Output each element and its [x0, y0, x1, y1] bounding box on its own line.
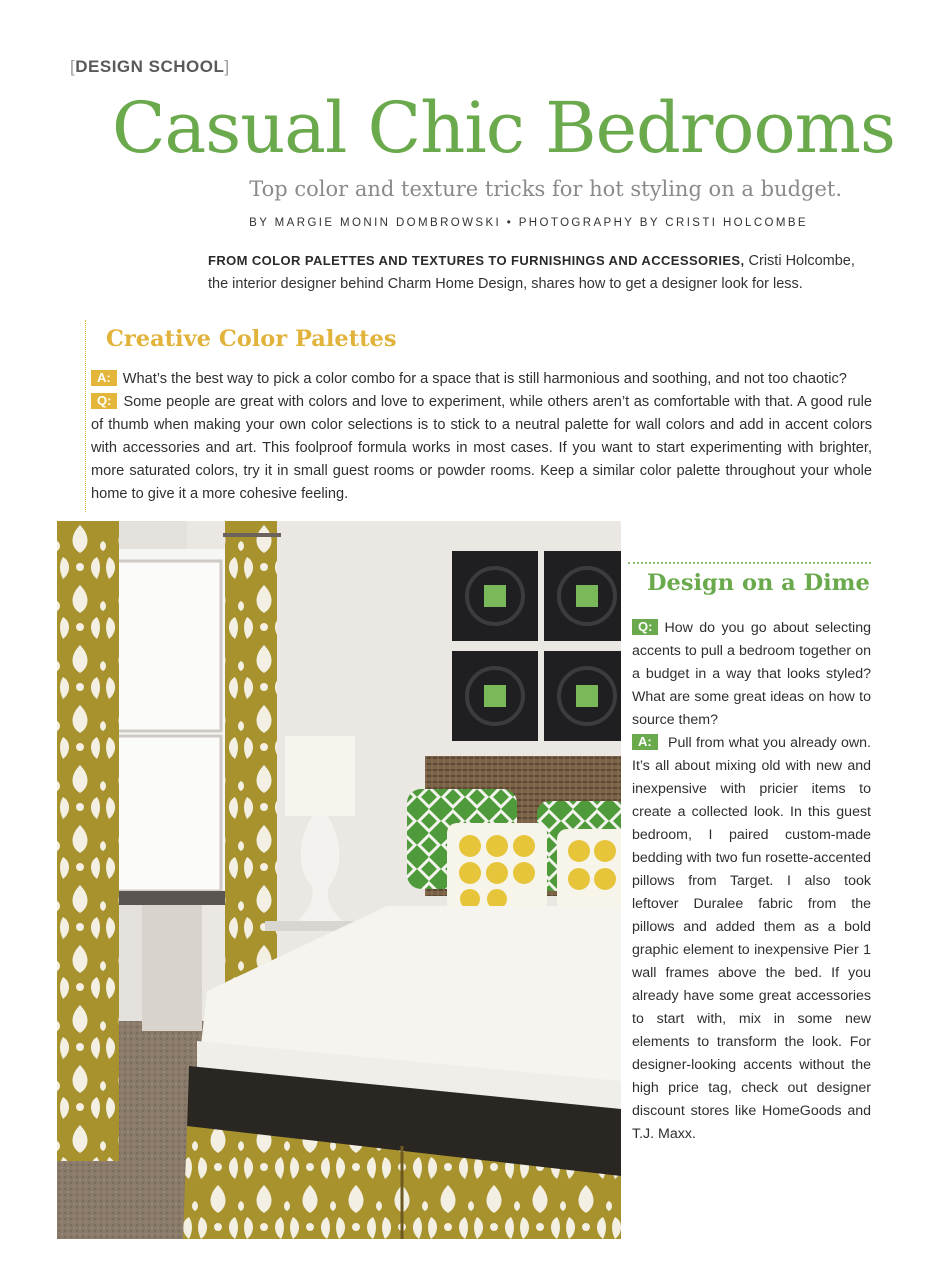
answer-tag: A: — [632, 734, 658, 750]
intro-text: Cristi Holcombe, the interior designer behind Charm Home Design, shares how to get a designer look for less. — [208, 253, 855, 292]
section-creative-color-palettes — [85, 320, 871, 512]
qa-item — [632, 617, 871, 732]
bracket-close: ] — [224, 57, 230, 76]
question-tag: Q: — [91, 393, 117, 409]
intro-paragraph — [208, 249, 871, 296]
bedroom-illustration — [57, 521, 621, 1239]
article-subtitle: Top color and texture tricks for hot styling on a budget. — [249, 177, 842, 201]
qa-text: How do you go about selecting accents to pull a bedroom together on a budget in a way that looks styled? What are some great ideas on how to source them? — [632, 620, 871, 728]
section-label-text: DESIGN SCHOOL — [75, 57, 225, 76]
article-title: Casual Chic Bedrooms — [112, 87, 895, 169]
bedroom-photo — [57, 521, 621, 1239]
section-heading: Creative Color Palettes — [106, 326, 397, 352]
qa-item — [91, 391, 872, 506]
qa-item — [91, 368, 872, 391]
qa-item — [632, 732, 871, 1146]
question-tag: Q: — [632, 619, 658, 635]
qa-text: What’s the best way to pick a color combo for a space that is still harmonious and soothing, and not too chaotic? — [122, 371, 847, 387]
qa-text: Some people are great with colors and love to experiment, while others aren’t as comfortable with that. A good rule of thumb when making your own color selections is to stick to a neutral palette for wall colors and add in accent colors with accessories and art. This foolproof formula works in most cases. If you want to start experimenting with brighter, more saturated colors, try it in small guest rooms or powder rooms. Keep a similar color palette throughout your whole home to give it a more cohesive feeling. — [91, 394, 872, 502]
section-heading-design-on-a-dime: Design on a Dime — [647, 570, 870, 596]
answer-tag: A: — [91, 370, 117, 386]
section-label — [70, 57, 230, 77]
section-design-on-a-dime — [632, 617, 871, 1146]
section-body — [91, 368, 872, 506]
section-divider — [628, 562, 871, 564]
intro-lead: FROM COLOR PALETTES AND TEXTURES TO FURNISHINGS AND ACCESSORIES, — [208, 253, 745, 268]
byline: BY MARGIE MONIN DOMBROWSKI • PHOTOGRAPHY BY CRISTI HOLCOMBE — [249, 217, 808, 229]
bracket-open: [ — [70, 57, 76, 76]
qa-text: Pull from what you already own. It’s all about mixing old with new and inexpensive with pricier items to create a collected look. In this guest bedroom, I paired custom-made bedding with two fun rosette-accented pillows from Target. I also took leftover Duralee fabric from the pillows and added them as a bold graphic element to inexpensive Pier 1 wall frames above the bed. If you already have some great accessories to start with, mix in some new elements to transform the look. For designer-looking accents without the high price tag, check out designer discount stores like HomeGoods and T.J. Maxx. — [632, 735, 871, 1142]
